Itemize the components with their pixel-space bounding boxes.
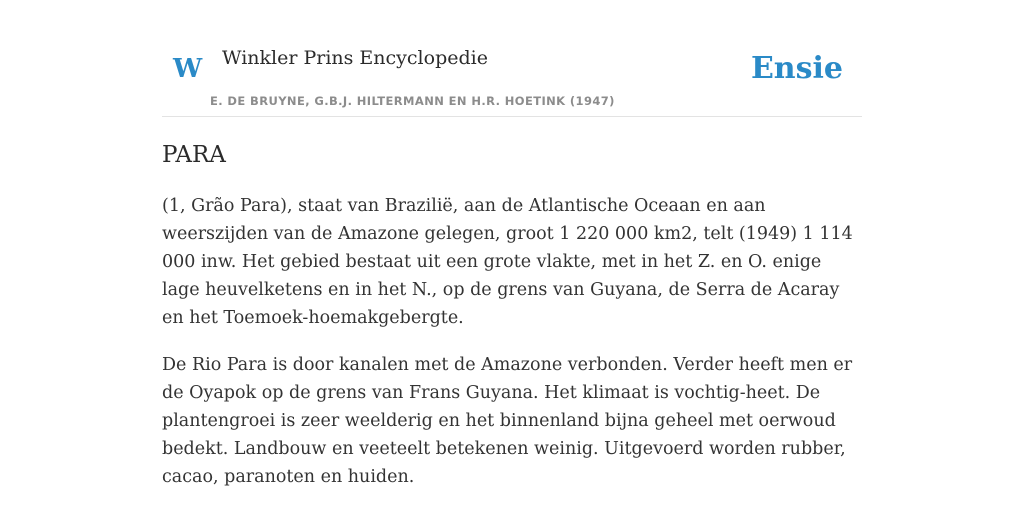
article-title: PARA — [162, 142, 226, 168]
encyclopedia-title[interactable]: Winkler Prins Encyclopedie — [222, 47, 488, 69]
winkler-prins-logo-icon[interactable]: W — [173, 54, 203, 84]
article-paragraph: De Rio Para is door kanalen met de Amazone verbonden. Verder heeft men er de Oyapok op de grens van Frans Guyana. Het klimaat is vochtig-heet. De plantengroei is zeer weelderig en het binnenland bijna geheel met oerwoud bedekt. Landbouw en veeteelt betekenen weinig. Uitgevoerd worden rubber, cacao, paranoten en huiden. — [162, 355, 853, 487]
article-paragraph: (1, Grão Para), staat van Brazilië, aan de Atlantische Oceaan en aan weerszijden van de Amazone gelegen, groot 1 220 000 km2, telt (1949) 1 114 000 inw. Het gebied bestaat uit een grote vlakte, met in het Z. en O. enige lage heuvelketens en in het N., op de grens van Guyana, de Serra de Acaray en het Toemoek-hoemakgebergte. — [162, 196, 853, 328]
header — [162, 0, 862, 117]
ensie-logo[interactable]: Ensie — [750, 51, 843, 86]
encyclopedia-authors: E. DE BRUYNE, G.B.J. HILTERMANN EN H.R. HOETINK (1947) — [210, 94, 615, 108]
page — [162, 0, 862, 487]
